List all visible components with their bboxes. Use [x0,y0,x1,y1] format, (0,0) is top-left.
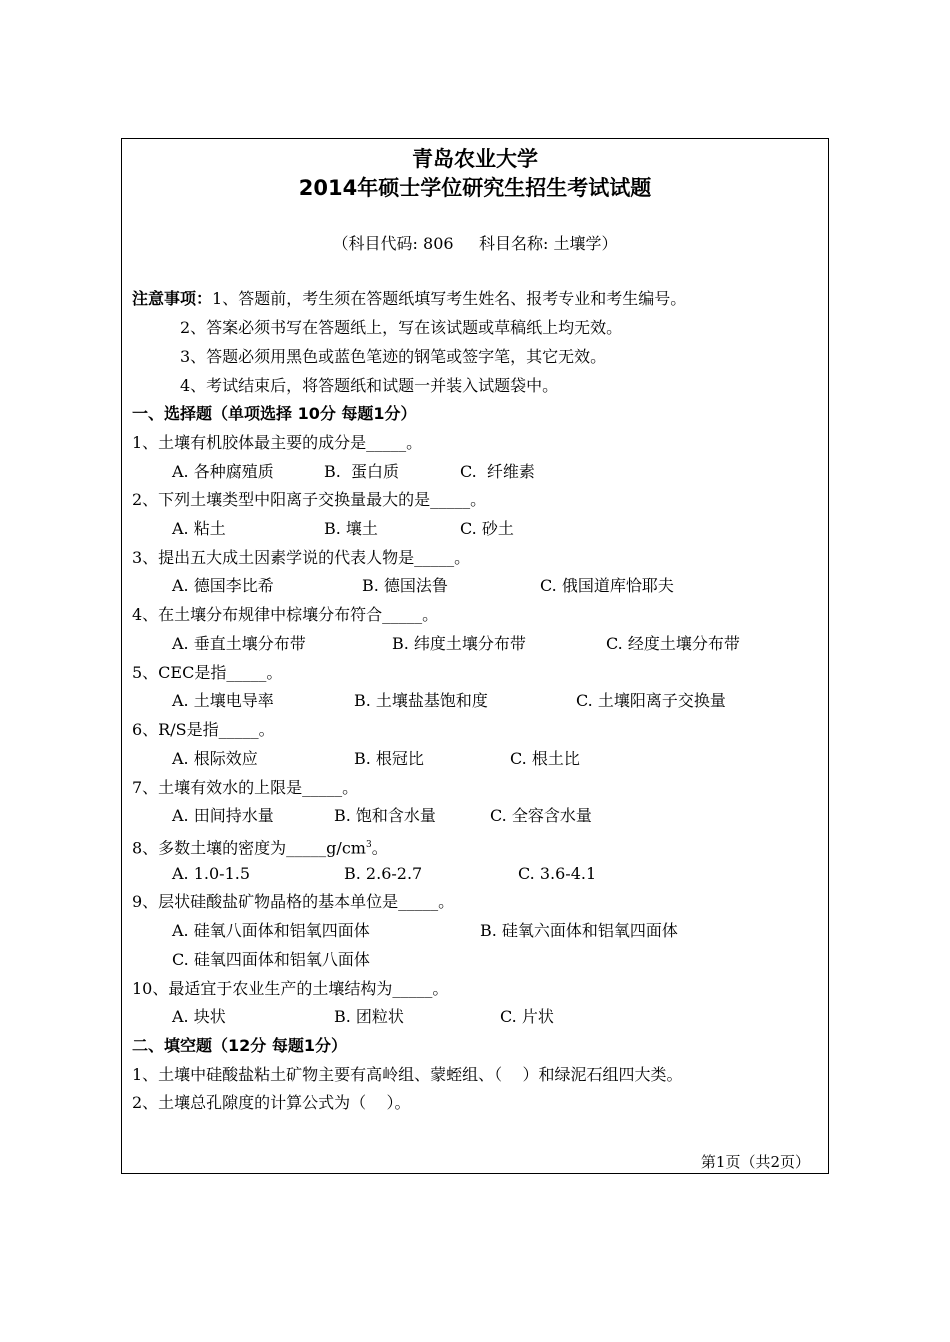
question-6: 6、R/S是指_____。 [132,720,275,739]
option-3b: B. 德国法鲁 [362,576,448,595]
option-2c: C. 砂土 [460,519,514,538]
note-1: 注意事项：1、答题前，考生须在答题纸填写考生姓名、报考专业和考生编号。 [132,289,687,308]
option-7c: C. 全容含水量 [490,806,592,825]
option-4a: A. 垂直土壤分布带 [172,634,306,653]
question-8: 8、多数土壤的密度为$\_\_\_\_\_g/cm^3$。 [132,838,388,858]
university-title: 青岛农业大学 [412,147,538,171]
question-5: 5、CEC是指_____。 [132,663,283,682]
fill-question-1: 1、土壤中硅酸盐粘土矿物主要有高岭组、蒙蛭组、（ ）和绿泥石组四大类。 [132,1065,683,1084]
option-7a: A. 田间持水量 [172,806,274,825]
option-3a: A. 德国李比希 [172,576,274,595]
note-3: 3、答题必须用黑色或蓝色笔迹的钢笔或签字笔，其它无效。 [180,347,607,366]
question-4: 4、在土壤分布规律中棕壤分布符合_____。 [132,605,439,624]
option-6c: C. 根土比 [510,749,580,768]
option-1c: C. 纤维素 [460,462,535,481]
option-5b: B. 土壤盐基饱和度 [354,691,488,710]
question-1: 1、土壤有机胶体最主要的成分是_____。 [132,433,423,452]
option-1a: A. 各种腐殖质 [172,462,274,481]
section1-heading: 一、选择题（单项选择 10分 每题1分） [132,404,417,423]
option-4c: C. 经度土壤分布带 [606,634,740,653]
option-2a: A. 粘土 [172,519,226,538]
question-3: 3、提出五大成土因素学说的代表人物是_____。 [132,548,471,567]
option-1b: B. 蛋白质 [324,462,400,481]
option-9b: B. 硅氧六面体和铝氧四面体 [480,921,678,940]
subject-line: （科目代码: 806 科目名称: 土壤学） [332,234,618,253]
notes-label: 注意事项： [132,289,213,308]
question-9: 9、层状硅酸盐矿物晶格的基本单位是_____。 [132,892,455,911]
option-9a: A. 硅氧八面体和铝氧四面体 [172,921,370,940]
option-5a: A. 土壤电导率 [172,691,274,710]
option-3c: C. 俄国道库恰耶夫 [540,576,674,595]
option-8b: B. 2.6-2.7 [344,864,423,883]
fill-question-2: 2、土壤总孔隙度的计算公式为（ ）。 [132,1093,411,1112]
note-4: 4、考试结束后，将答题纸和试题一并装入试题袋中。 [180,376,559,395]
question-7: 7、土壤有效水的上限是_____。 [132,778,359,797]
option-8a: A. 1.0-1.5 [172,864,251,883]
option-6b: B. 根冠比 [354,749,424,768]
note-2: 2、答案必须书写在答题纸上，写在该试题或草稿纸上均无效。 [180,318,623,337]
page-footer: 第1页（共2页） [700,1153,810,1171]
option-10c: C. 片状 [500,1007,554,1026]
option-2b: B. 壤土 [324,519,378,538]
section2-heading: 二、填空题（12分 每题1分） [132,1036,347,1055]
exam-title: 2014年硕士学位研究生招生考试试题 [298,176,652,200]
exam-page-frame [121,138,829,1174]
option-6a: A. 根际效应 [172,749,258,768]
option-5c: C. 土壤阳离子交换量 [576,691,726,710]
option-7b: B. 饱和含水量 [334,806,436,825]
question-10: 10、最适宜于农业生产的土壤结构为_____。 [132,979,449,998]
option-9c: C. 硅氧四面体和铝氧八面体 [172,950,370,969]
option-8c: C. 3.6-4.1 [518,864,597,883]
option-10a: A. 块状 [172,1007,226,1026]
option-4b: B. 纬度土壤分布带 [392,634,526,653]
option-10b: B. 团粒状 [334,1007,404,1026]
question-2: 2、下列土壤类型中阳离子交换量最大的是_____。 [132,490,487,509]
